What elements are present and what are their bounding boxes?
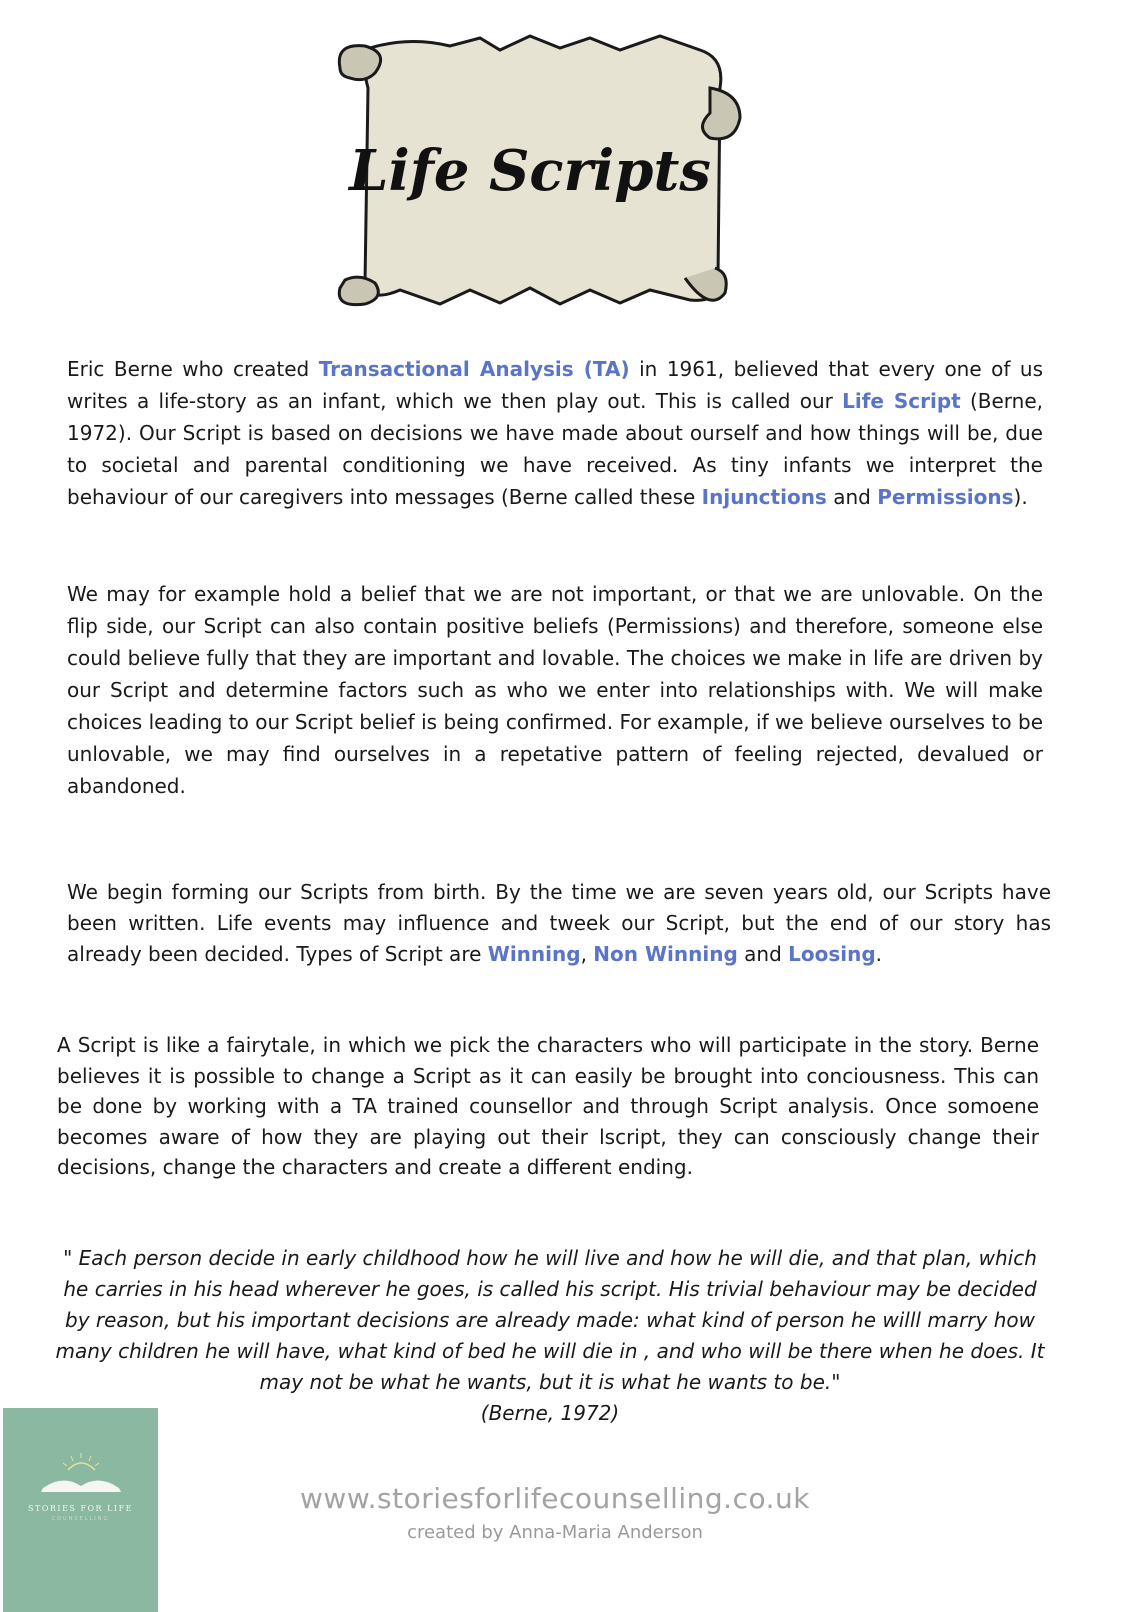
highlight-life-script: Life Script (842, 389, 961, 413)
text: (Berne, 1972). Our Script is based on decisions we have made about ourself and how things will be, due to societal and parental conditioning we have received. As tiny infants we interpret the behaviour of our caregivers into messages (Berne called these (67, 389, 1043, 509)
highlight-non-winning: Non Winning (593, 942, 738, 966)
paragraph-script-types (67, 877, 1051, 970)
text: We begin forming our Scripts from birth. By the time we are seven years old, our Scripts have been written. Life events may influence and tweek our Script, but the end of our story has already been decided. Types of Script are (67, 880, 1051, 966)
text: and (826, 485, 878, 509)
text: Eric Berne who created (67, 357, 319, 381)
text: , (580, 942, 594, 966)
logo-name: STORIES FOR LIFE (28, 1504, 133, 1513)
website-url[interactable]: www.storiesforlifecounselling.co.uk (300, 1482, 810, 1515)
text: ). (1013, 485, 1028, 509)
highlight-winning: Winning (487, 942, 581, 966)
author-credit: created by Anna-Maria Anderson (407, 1522, 703, 1543)
text: and (737, 942, 789, 966)
text: . (875, 942, 883, 966)
berne-quote (55, 1243, 1045, 1429)
quote-citation: (Berne, 1972) (480, 1401, 620, 1425)
highlight-loosing: Loosing (788, 942, 876, 966)
highlight-injunctions: Injunctions (701, 485, 827, 509)
text: A Script is like a fairytale, in which we pick the characters who will participate in the story. Berne believes it is possible to change a Script as it can easily be brought into conciousness. This can be done by working with a TA trained counsellor and through Script analysis. Once somoene becomes aware of how they are playing out their lscript, they can consciously change their decisions, change the characters and create a different ending. (57, 1033, 1039, 1180)
scroll-illustration (330, 28, 750, 313)
paragraph-fairytale (57, 1030, 1039, 1183)
logo-subtitle: COUNSELLING (51, 1516, 110, 1522)
paragraph-intro (67, 353, 1043, 513)
text: in 1961, believed that every one of us writes a life-story as an infant, which we then play out. This is called our (67, 357, 1044, 413)
quote-text: " Each person decide in early childhood how he will live and how he will die, and that plan, which he carries in his head wherever he goes, is called his script. His trivial behaviour may be decided by reason, but his important decisions are already made: what kind of person he willl marry how many children he will have, what kind of bed he will die in , and who will be there when he does. It may not be what he wants, but it is what he wants to be." (55, 1246, 1045, 1394)
paragraph-beliefs (67, 578, 1043, 802)
text: We may for example hold a belief that we are not important, or that we are unlovable. On the flip side, our Script can also contain positive beliefs (Permissions) and therefore, someone else could believe fully that they are important and lovable. The choices we make in life are driven by our Script and determine factors such as who we enter into relationships with. We will make choices leading to our Script belief is being confirmed. For example, if we believe ourselves to be unlovable, we may find ourselves in a repetative pattern of feeling rejected, devalued or abandoned. (67, 582, 1043, 798)
highlight-permissions: Permissions (877, 485, 1014, 509)
scroll-title: Life Scripts (349, 138, 711, 204)
highlight-transactional-analysis: Transactional Analysis (TA) (318, 357, 630, 381)
